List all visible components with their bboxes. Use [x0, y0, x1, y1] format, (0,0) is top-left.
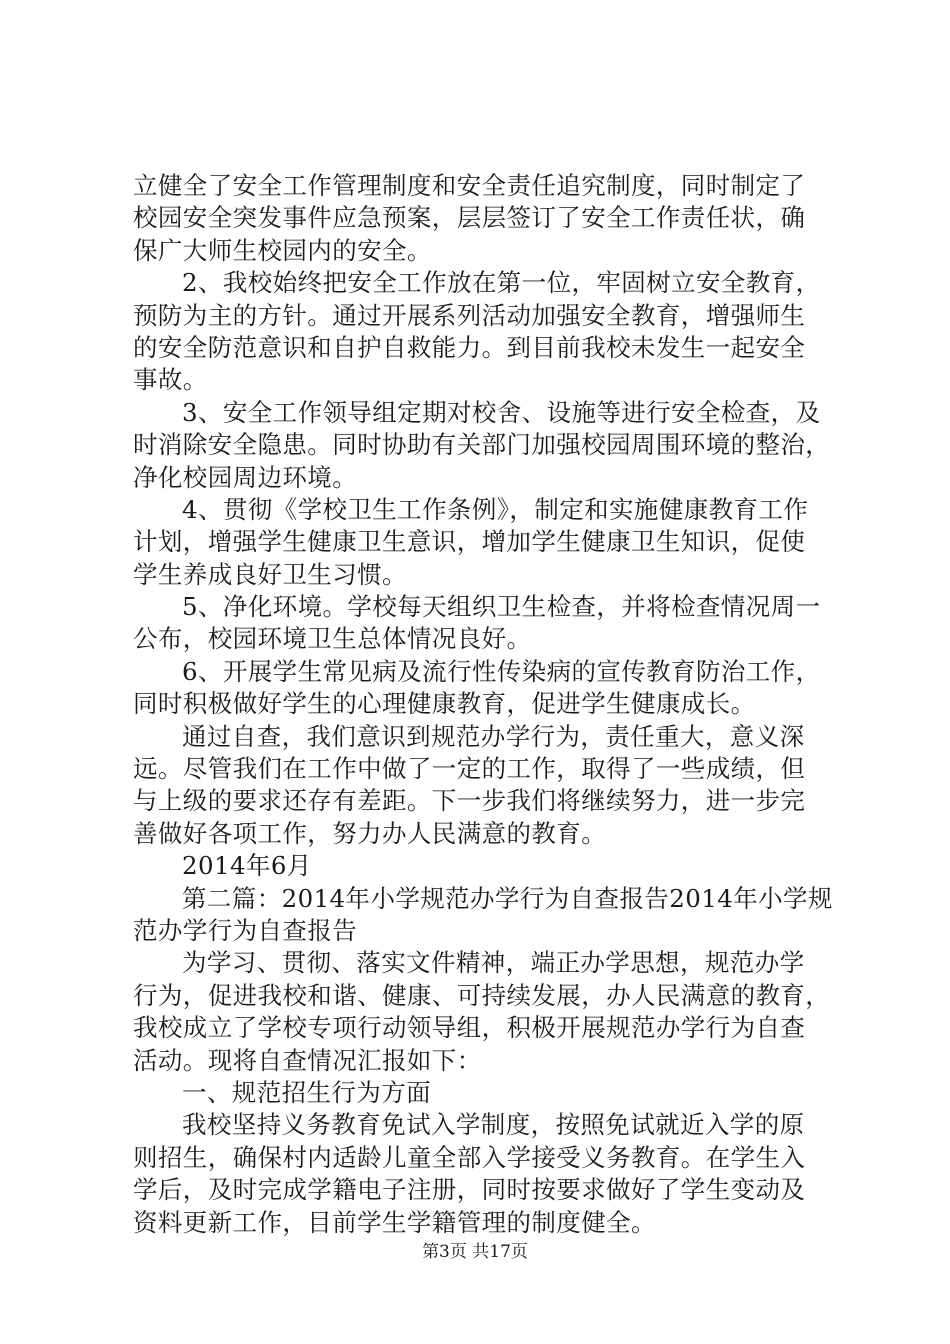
- text-line: 同时积极做好学生的心理健康教育，促进学生健康成长。: [133, 689, 756, 719]
- text-line: 第二篇：2014年小学规范办学行为自查报告2014年小学规: [182, 883, 833, 913]
- document-body: [133, 170, 833, 1239]
- text-line: 预防为主的方针。通过开展系列活动加强安全教育，增强师生: [133, 300, 806, 330]
- text-line: 净化校园周边环境。: [133, 462, 358, 492]
- text-line: 3、安全工作领导组定期对校舍、设施等进行安全检查，及: [182, 397, 821, 427]
- text-line: 资料更新工作，目前学生学籍管理的制度健全。: [133, 1207, 656, 1237]
- text-line: 保广大师生校园内的安全。: [133, 235, 432, 265]
- text-line: 与上级的要求还存有差距。下一步我们将继续努力，进一步完: [133, 786, 806, 816]
- text-line: 校园安全突发事件应急预案，层层签订了安全工作责任状，确: [133, 203, 806, 233]
- text-line: 公布，校园环境卫生总体情况良好。: [133, 624, 532, 654]
- text-line: 2、我校始终把安全工作放在第一位，牢固树立安全教育，: [182, 268, 821, 298]
- text-line: 通过自查，我们意识到规范办学行为，责任重大，意义深: [182, 721, 805, 751]
- text-line: 时消除安全隐患。同时协助有关部门加强校园周围环境的整治，: [133, 430, 831, 460]
- text-line: 善做好各项工作，努力办人民满意的教育。: [133, 818, 607, 848]
- text-line: 计划，增强学生健康卫生意识，增加学生健康卫生知识，促使: [133, 527, 806, 557]
- text-line: 活动。现将自查情况汇报如下：: [133, 1045, 482, 1075]
- text-line: 学生养成良好卫生习惯。: [133, 559, 407, 589]
- text-line: 的安全防范意识和自护自救能力。到目前我校未发生一起安全: [133, 332, 806, 362]
- text-line: 立健全了安全工作管理制度和安全责任追究制度，同时制定了: [133, 171, 806, 200]
- text-line: 我校坚持义务教育免试入学制度，按照免试就近入学的原: [182, 1110, 805, 1140]
- text-line: 事故。: [133, 365, 208, 395]
- text-line: 为学习、贯彻、落实文件精神，端正办学思想，规范办学: [182, 948, 805, 978]
- page-number-footer: 第3页 共17页: [422, 1242, 528, 1262]
- text-line: 4、贯彻《学校卫生工作条例》，制定和实施健康教育工作: [182, 494, 809, 524]
- text-line: 学后，及时完成学籍电子注册，同时按要求做好了学生变动及: [133, 1175, 806, 1205]
- text-line: 行为，促进我校和谐、健康、可持续发展，办人民满意的教育，: [133, 980, 831, 1010]
- text-line: 则招生，确保村内适龄儿童全部入学接受义务教育。在学生入: [133, 1142, 806, 1172]
- text-line: 2014年6月: [182, 851, 312, 881]
- text-line: 5、净化环境。学校每天组织卫生检查，并将检查情况周一: [182, 592, 821, 622]
- text-line: 一、规范招生行为方面: [182, 1077, 431, 1107]
- text-line: 远。尽管我们在工作中做了一定的工作，取得了一些成绩，但: [133, 754, 806, 784]
- text-line: 范办学行为自查报告: [133, 915, 358, 945]
- text-line: 6、开展学生常见病及流行性传染病的宣传教育防治工作，: [182, 656, 821, 686]
- text-line: 我校成立了学校专项行动领导组，积极开展规范办学行为自查: [133, 1013, 806, 1043]
